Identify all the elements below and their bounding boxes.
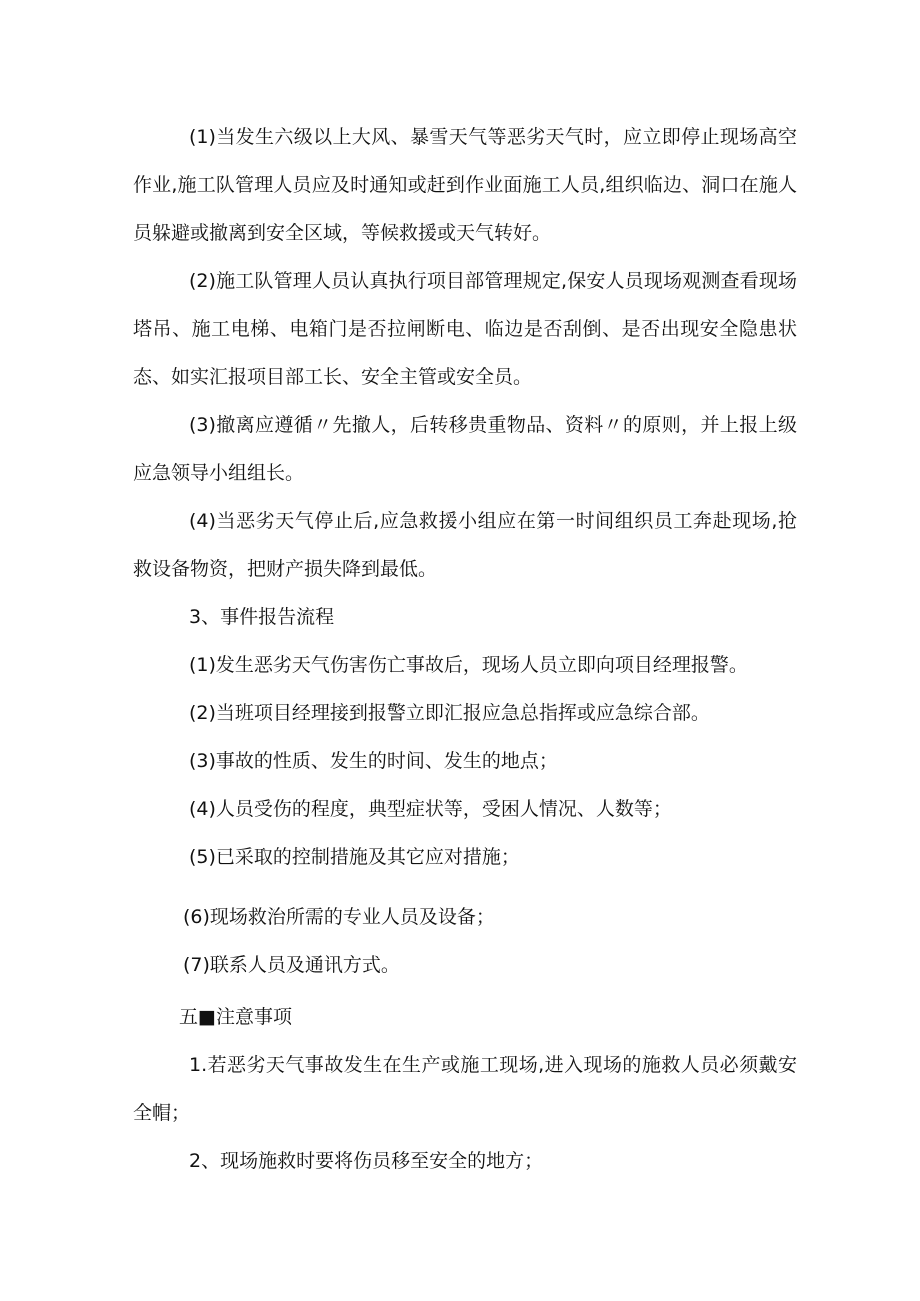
- paragraph-precaution-move-injured: 2、现场施救时要将伤员移至安全的地方；: [189, 1150, 544, 1172]
- list-item-report-2: (2)当班项目经理接到报警立即汇报应急总指挥或应急综合部。: [189, 702, 710, 724]
- list-item-report-1: (1)发生恶劣天气伤害伤亡事故后，现场人员立即向项目经理报警。: [189, 654, 748, 676]
- paragraph-post-weather-rescue: (4)当恶劣天气停止后,应急救援小组应在第一时间组织员工奔赴现场,抢救设备物资，把财产损失降到最低。: [133, 510, 797, 580]
- list-item-report-3: (3)事故的性质、发生的时间、发生的地点；: [189, 750, 558, 772]
- list-item-report-6: (6)现场救治所需的专业人员及设备；: [183, 906, 495, 928]
- paragraph-precaution-helmet: 1.若恶劣天气事故发生在生产或施工现场,进入现场的施救人员必须戴安全帽；: [133, 1054, 797, 1124]
- list-item-report-5: (5)已采取的控制措施及其它应对措施；: [189, 846, 520, 868]
- list-item-report-7: (7)联系人员及通讯方式。: [183, 954, 400, 976]
- section-heading-precautions: 五■注意事项: [179, 1006, 292, 1028]
- paragraph-severe-weather-stop-work: (1)当发生六级以上大风、暴雪天气等恶劣天气时，应立即停止现场高空作业,施工队管理人员应及时通知或赶到作业面施工人员,组织临边、洞口在施人员躲避或撤离到安全区域，等候救援或天气转好。: [133, 126, 797, 244]
- list-item-report-4: (4)人员受伤的程度，典型症状等，受困人情况、人数等；: [189, 798, 672, 820]
- paragraph-management-inspection: (2)施工队管理人员认真执行项目部管理规定,保安人员现场观测查看现场塔吊、施工电梯、电箱门是否拉闸断电、临边是否刮倒、是否出现安全隐患状态、如实汇报项目部工长、安全主管或安全员。: [133, 270, 797, 388]
- section-heading-incident-report: 3、事件报告流程: [189, 606, 335, 628]
- paragraph-evacuation-principle: (3)撤离应遵循〃先撤人，后转移贵重物品、资料〃的原则，并上报上级应急领导小组组长。: [133, 414, 797, 484]
